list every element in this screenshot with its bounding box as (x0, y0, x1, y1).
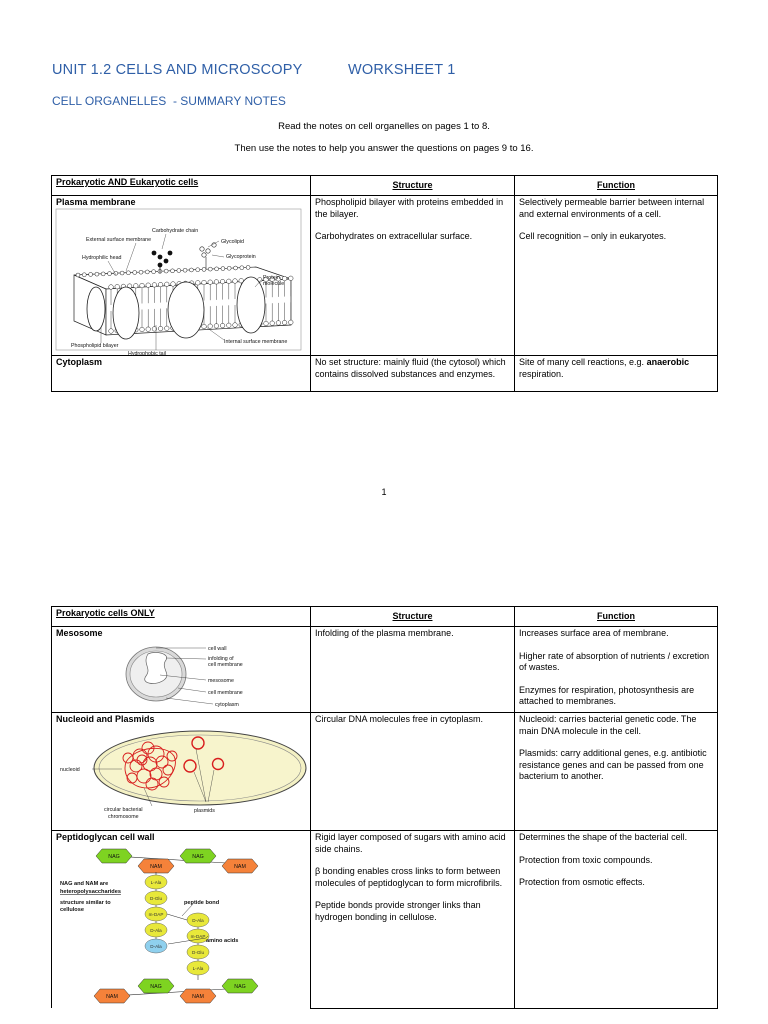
nag-label: NAG (234, 983, 246, 990)
cytoplasm-structure: No set structure: mainly fluid (the cytosol) which contains dissolved substances and enzymes. (315, 357, 506, 379)
nam-label: NAM (192, 993, 204, 1000)
plasma-structure-2: Carbohydrates on extracellular surface. (315, 231, 473, 241)
row-name-plasma-membrane: Plasma membrane (56, 197, 136, 207)
label-circular-1: circular bacterial (104, 806, 143, 813)
peptidoglycan-function-3: Protection from osmotic effects. (519, 877, 645, 887)
label-nag-nam-2: heteropolysaccharides (60, 888, 121, 895)
mesosome-diagram (56, 640, 302, 708)
label-glycoprotein: Glycoprotein (226, 253, 256, 260)
table2-header-category: Prokaryotic cells ONLY (52, 607, 311, 627)
nag-label: NAG (192, 853, 204, 860)
label-carbohydrate-chain: Carbohydrate chain (152, 227, 199, 234)
label-peptide-bond: peptide bond (184, 899, 220, 906)
label-external-surface: External surface membrane (86, 236, 152, 243)
label-internal-surface: Internal surface membrane (224, 338, 288, 345)
label-nucleoid: nucleoid (60, 766, 80, 773)
label-circular-2: chromosome (108, 813, 139, 820)
table-row (52, 627, 718, 713)
unit-title: UNIT 1.2 CELLS AND MICROSCOPY (52, 62, 303, 78)
amino-acid-label: L-Ala (150, 879, 162, 885)
row-name-cytoplasm: Cytoplasm (56, 357, 103, 367)
row-name-peptidoglycan: Peptidoglycan cell wall (56, 832, 155, 842)
peptidoglycan-structure-3: Peptide bonds provide stronger links than hydrogen bonding in cellulose. (315, 900, 481, 922)
document-subtitle: CELL ORGANELLES - SUMMARY NOTES (52, 94, 286, 108)
nucleoid-function-1: Nucleoid: carries bacterial genetic code. The main DNA molecule in the cell. (519, 714, 697, 736)
amino-acid-label: D-Ala (192, 917, 204, 923)
plasma-membrane-diagram (56, 209, 302, 357)
amino-acid-label: D-Glu (192, 949, 204, 955)
mesosome-function-2: Higher rate of absorption of nutrients / excretion of wastes. (519, 650, 710, 672)
intro-line-1: Read the notes on cell organelles on pages 1 to 8. (278, 121, 490, 132)
table-row (52, 713, 718, 831)
amino-acid-label: D-Ala (150, 927, 162, 933)
label-hydrophilic-head: Hydrophilic head (82, 254, 122, 261)
nucleoid-structure: Circular DNA molecules free in cytoplasm. (315, 714, 484, 724)
label-plasmids: plasmids (194, 807, 215, 814)
peptidoglycan-function-1: Determines the shape of the bacterial cell. (519, 832, 688, 842)
nucleoid-diagram (56, 726, 302, 826)
organelles-table-prokaryotic (51, 606, 718, 1009)
table-row (52, 831, 718, 1009)
page-number: 1 (381, 487, 387, 497)
organelles-table-shared (51, 175, 718, 392)
plasma-function-2: Cell recognition – only in eukaryotes. (519, 231, 667, 241)
label-infolding-2: cell membrane (208, 661, 243, 668)
table1-header-structure: Structure (311, 176, 515, 196)
mesosome-function-1: Increases surface area of membrane. (519, 628, 669, 638)
document-title (52, 62, 456, 78)
row-name-nucleoid-plasmids: Nucleoid and Plasmids (56, 714, 155, 724)
label-phospholipid-bilayer: Phospholipid bilayer (71, 342, 119, 349)
label-cell-wall: cell wall (208, 645, 227, 652)
nam-label: NAM (234, 863, 246, 870)
table-row (52, 356, 718, 392)
peptidoglycan-diagram (56, 844, 302, 1004)
table-row (52, 196, 718, 356)
amino-acid-label: m-DAP (190, 933, 206, 939)
worksheet-label: WORKSHEET 1 (348, 62, 456, 78)
mesosome-structure: Infolding of the plasma membrane. (315, 628, 454, 638)
nag-label: NAG (108, 853, 120, 860)
label-infolding-1: infolding of (208, 655, 234, 662)
peptidoglycan-structure-1: Rigid layer composed of sugars with amino acid side chains. (315, 832, 506, 854)
amino-acid-label: L-Ala (192, 965, 204, 971)
table2-header-structure: Structure (311, 607, 515, 627)
peptidoglycan-function-2: Protection from toxic compounds. (519, 854, 653, 865)
label-hydrophobic-tail: Hydrophobic tail (128, 350, 166, 357)
amino-acid-label: m-DAP (148, 911, 164, 917)
label-amino-acids: amino acids (206, 937, 239, 944)
cytoplasm-function-pre: Site of many cell reactions, e.g. (519, 357, 647, 367)
amino-acid-label: D-Glu (150, 895, 162, 901)
label-cell-membrane: cell membrane (208, 689, 243, 696)
nag-label: NAG (150, 983, 162, 990)
table1-header-function: Function (515, 176, 718, 196)
label-glycolipid: Glycolipid (221, 238, 244, 245)
nam-label: NAM (150, 863, 162, 870)
cytoplasm-function-bold: anaerobic (646, 357, 690, 367)
amino-acid-label: D-Ala (150, 943, 162, 949)
cytoplasm-function-post: respiration. (519, 368, 564, 379)
label-mesosome: mesosome (208, 677, 234, 684)
mesosome-function-3: Enzymes for respiration, photosynthesis are attached to membranes. (519, 684, 695, 706)
label-nag-nam-1: NAG and NAM are (60, 880, 109, 887)
nucleoid-function-2: Plasmids: carry additional genes, e.g. antibiotic resistance genes and can be passed from one bacterium to another. (519, 748, 707, 781)
label-cytoplasm: cytoplasm (215, 701, 239, 708)
label-protein-molecule-2: molecule (263, 280, 285, 287)
intro-line-2: Then use the notes to help you answer the questions on pages 9 to 16. (234, 143, 534, 154)
table2-header-function: Function (515, 607, 718, 627)
label-similar-1: structure similar to (60, 899, 111, 906)
label-similar-2: cellulose (60, 906, 84, 913)
nam-label: NAM (106, 993, 118, 1000)
row-name-mesosome: Mesosome (56, 628, 103, 638)
plasma-function-1: Selectively permeable barrier between internal and external environments of a cell. (519, 197, 705, 219)
table1-header-category: Prokaryotic AND Eukaryotic cells (52, 176, 311, 196)
peptidoglycan-structure-2: β bonding enables cross links to form between molecules of peptidoglycan to form microfibrils. (315, 866, 503, 888)
plasma-structure-1: Phospholipid bilayer with proteins embedded in the bilayer. (315, 197, 504, 219)
label-protein-molecule-1: Protein (263, 274, 280, 281)
